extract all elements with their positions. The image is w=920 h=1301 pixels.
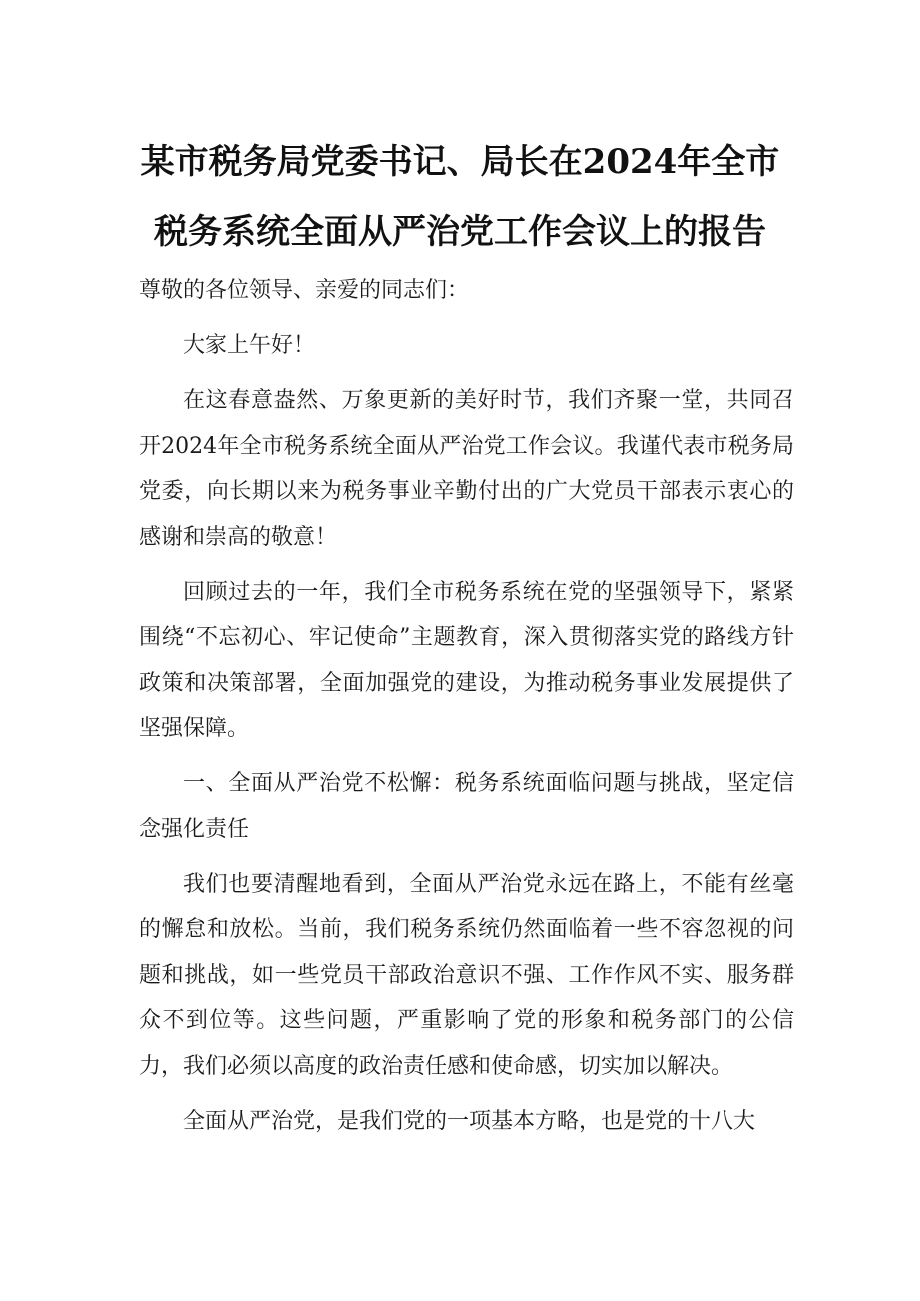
paragraph-challenges: 我们也要清醒地看到，全面从严治党永远在路上，不能有丝毫的懈怠和放松。当前，我们税务系统仍然面临着一些不容忽视的问题和挑战，如一些党员干部政治意识不强、工作作风不实、服务群众不到位等。这些问题，严重影响了党的形象和税务部门的公信力，我们必须以高度的政治责任感和使命感，切实加以解决。 — [139, 871, 794, 1079]
paragraph-review: 回顾过去的一年，我们全市税务系统在党的坚强领导下，紧紧围绕“不忘初心、牢记使命”主题教育，深入贯彻落实党的路线方针政策和决策部署，全面加强党的建设，为推动税务事业发展提供了坚强保障。 — [139, 579, 794, 741]
salutation: 尊敬的各位领导、亲爱的同志们： — [139, 278, 470, 303]
document-body — [139, 268, 794, 1154]
paragraph-opening: 在这春意盎然、万象更新的美好时节，我们齐聚一堂，共同召开2024年全市税务系统全面从严治党工作会议。我谨代表市税务局党委，向长期以来为税务事业辛勤付出的广大党员干部表示衷心的感谢和崇高的敬意！ — [139, 388, 794, 550]
paragraph-strategy: 全面从严治党，是我们党的一项基本方略，也是党的十八大 — [183, 1108, 756, 1134]
section-heading-1: 一、全面从严治党不松懈：税务系统面临问题与挑战，坚定信念强化责任 — [139, 771, 794, 842]
document-title-line-1: 某市税务局党委书记、局长在2024年全市 — [140, 142, 780, 182]
document-title-line-2: 税务系统全面从严治党工作会议上的报告 — [154, 212, 766, 252]
greeting: 大家上午好！ — [183, 333, 316, 358]
